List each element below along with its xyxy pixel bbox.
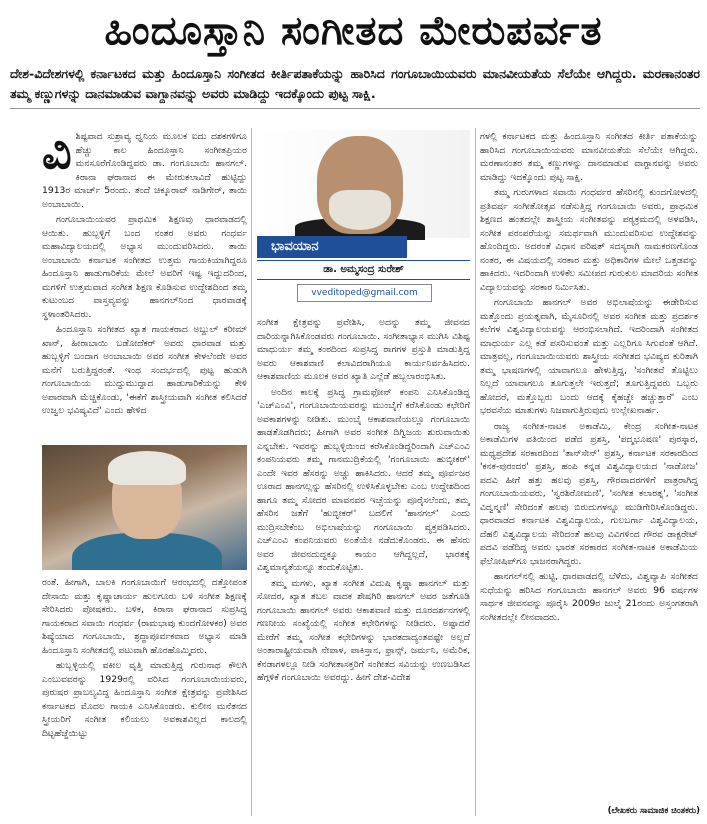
author-email[interactable]: vveditoped@gmail.com (297, 284, 432, 302)
paragraph: ಹುಬ್ಬಳ್ಳಿಯಲ್ಲಿ ವಕೀಲ ವೃತ್ತಿ ಮಾಡುತ್ತಿದ್ದ ಗುರುನಾಥ ಕೌಲಗಿ ಎಂಬುವವರನ್ನು 1929ರಲ್ಲಿ ವರಿಸಿದ ಗಂಗೂಬಾಯಿಯವರು, ಪುರುಷರ ಪ್ರಾಬಲ್ಯವಿದ್ದ ಹಿಂದೂಸ್ತಾನಿ ಸಂಗೀತ ಕ್ಷೇತ್ರವನ್ನು ಪ್ರವೇಶಿಸಿದ ಕರ್ನಾಟಕದ ಮೊದಲ ಗಾಯಕಿ ಎನಿಸಿಕೊಂಡರು. ಕುಲೀನ ಮನೆತನದ ಸ್ತ್ರೀಯರಿಗೆ ಸಂಗೀತ ಕಲಿಯಲು ಅವಕಾಶವಿಲ್ಲದ ಕಾಲದಲ್ಲಿ ದಿಟ್ಟಹೆಜ್ಜೆಯಿಟ್ಟು (42, 660, 247, 739)
paragraph: ಗಳಲ್ಲಿ ಕರ್ನಾಟಕದ ಮತ್ತು ಹಿಂದೂಸ್ತಾನಿ ಸಂಗೀತದ ಕೀರ್ತಿ ಪತಾಕೆಯನ್ನು ಹಾರಿಸಿದ ಗಂಗೂಬಾಯಿಯವರು ಮಾನವೀಯತೆಯ ಸೆಲೆಯೇ ಆಗಿದ್ದರು. ಮರಣಾನಂತರ ತಮ್ಮ ಕಣ್ಣುಗಳನ್ನು ದಾನಮಾಡುವ ವಾಗ್ದಾನವನ್ನು ಅವರು ಮಾಡಿದ್ದು ಇದಕ್ಕೊಂದು ಪುಟ್ಟ ಸಾಕ್ಷಿ. (480, 131, 698, 183)
article-column-2 (257, 316, 470, 814)
paragraph: ರಂತೆ. ಹೀಗಾಗಿ, ಬಾಲಕಿ ಗಂಗೂಬಾಯಿಗೆ ಆರಂಭದಲ್ಲಿ ದತ್ತೋಪಂತ ದೇಸಾಯಿ ಮತ್ತು ಕೃಷ್ಣಾಚಾರ್ಯ ಹುಲಗೂರು ಬಳಿ ಸಂಗೀತ ಶಿಕ್ಷಣಕ್ಕೆ ಸೇರಿಸಿದರು ಪೋಷಕರು. ಬಳಿಕ, ಕಿರಾನಾ ಘರಾನಾದ ಸುಪ್ರಸಿದ್ಧ ಗಾಯಕರಾದ ಸವಾಯಿ ಗಂಧರ್ವ (ರಾಮಭಾವು ಕುಂದಗೋಳಕರ) ಅವರ ಶಿಷ್ಯೆಯಾದ ಗಂಗೂಬಾಯಿ, ಶ್ರದ್ಧಾಪೂರ್ವಕವಾದ ಅಭ್ಯಾಸ ಮಾಡಿ ಹಿಂದೂಸ್ತಾನಿ ಸಂಗೀತದಲ್ಲಿ ಪಟುವಾಗಿ ಹೊರಹೊಮ್ಮಿದರು. (42, 577, 247, 656)
column-divider (251, 128, 252, 816)
author-photo-beard (329, 190, 391, 230)
paragraph: ತಮ್ಮ ಗುರುಗಳಾದ ಸವಾಯಿ ಗಂಧರ್ವರ ಹೆಸರಿನಲ್ಲಿ ಕುಂದಗೋಳದಲ್ಲಿ ಪ್ರತಿವರ್ಷ ಸಂಗೀತೋತ್ಸವ ನಡೆಸುತ್ತಿದ್ದ ಗಂಗೂಬಾಯಿ ಅವರು, ಪ್ರಾಥಮಿಕ ಶಿಕ್ಷಣದ ಹಂತದಲ್ಲೇ ಶಾಸ್ತ್ರೀಯ ಸಂಗೀತವನ್ನು ಪಠ್ಯಕ್ರಮದಲ್ಲಿ ಅಳವಡಿಸಿ, ಸಂಗೀತ ಪರಂಪರೆಯನ್ನು ಸಮರ್ಥವಾಗಿ ಮುಂದುವರಿಸುವ ಉದ್ದೇಶವನ್ನು ಹೊಂದಿದ್ದರು. ಅದರಂತೆ ವಿಧಾನ ಪರಿಷತ್ ಸದಸ್ಯರಾಗಿ ನಾಮಕರಣಗೊಂಡ ನಂತರ, ಈ ವಿಷಯದಲ್ಲಿ ಸರಕಾರ ಮತ್ತು ಅಧಿಕಾರಿಗಳ ಮೇಲೆ ಒತ್ತಡವನ್ನು ಹಾಕಿದರು. ಇದರಿಂದಾಗಿ ಉಳಿಕೆಲ ಸಮೀಪದ ಗುರುಕುಲ ಮಾದರಿಯ ಸಂಗೀತ ವಿದ್ಯಾಲಯವನ್ನು ಸರಕಾರ ನಿರ್ಮಿಸಿತು. (480, 187, 698, 293)
author-photo (257, 130, 470, 238)
article-column-1-top (42, 130, 247, 438)
headline: ಹಿಂದೂಸ್ತಾನಿ ಸಂಗೀತದ ಮೇರುಪರ್ವತ (104, 8, 603, 54)
author-name: ಡಾ. ಅಮ್ಮಸಂದ್ರ ಸುರೇಶ್ (257, 260, 470, 280)
paragraph: ತಮ್ಮ ಮಗಳು, ಖ್ಯಾತ ಸಂಗೀತ ವಿದುಷಿ ಕೃಷ್ಣಾ ಹಾನಗಲ್ ಮತ್ತು ಸೋದರ, ಖ್ಯಾತ ತಬಲ ವಾದಕ ಶೇಷಗಿರಿ ಹಾನಗಲ್ ಅವರ ಜತೆಗೂಡಿ ಗಂಗೂಬಾಯಿ ಹಾನಗಲ್ ಅವರು ಆಕಾಶವಾಣಿ ಮತ್ತು ದೂರದರ್ಶನಗಳಲ್ಲಿ ಗಣನೀಯ ಸಂಖ್ಯೆಯಲ್ಲಿ ಸಂಗೀತ ಕಛೇರಿಗಳನ್ನು ನೀಡಿದರು. ಅಷ್ಟಾದರೆ ಮೇರೆಗೆ ತಮ್ಮ ಸಂಗೀತ ಕಛೇರಿಗಳನ್ನು ಭಾರತದಾದ್ಯಂತವಷ್ಟೇ ಅಲ್ಲದೆ ಅಂತಾರಾಷ್ಟ್ರೀಯವಾಗಿ ನೇಪಾಳ, ಪಾಕಿಸ್ತಾನ, ಫ್ರಾನ್ಸ್, ಜರ್ಮನಿ, ಅಮೆರಿಕ, ಕೆನಡಾಗಳಲ್ಲೂ ನೀಡಿ ಸಂಗೀತಾಸಕ್ತರಿಗೆ ಸಂಗೀತದ ಸವಿಯನ್ನು ಉಣಬಡಿಸಿದ ಹೆಗ್ಗಳಿಕೆ ಗಂಗೂಬಾಯಿ ಅವರದ್ದು. ಹೀಗೆ ದೇಶ-ವಿದೇಶ (257, 577, 470, 683)
photo-gangubai (42, 445, 247, 570)
paragraph: ಸಂಗೀತ ಕ್ಷೇತ್ರವನ್ನು ಪ್ರವೇಶಿಸಿ, ಅದನ್ನು ತಮ್ಮ ಜೀವನದ ದಾರಿಯನ್ನಾಗಿಸಿಕೊಂಡವರು ಗಂಗೂಬಾಯಿ. ಸಂಗೀತಾಭ್ಯಾಸ ಮುಗಿಸಿ ವಿಶಿಷ್ಟ ಮಾಧುರ್ಯ ತಮ್ಮ ಕಂಠದಿಂದ ಸುಪ್ರಸಿದ್ಧ ರಾಗಗಳ ಪ್ರಸ್ತುತಿ ಮಾಡುತ್ತಿದ್ದ ಅವರು ಆಕಾಶವಾಣಿ ಕಲಾವಿದರಾಗಿಯೂ ಕಾರ್ಯನಿರ್ವಹಿಸಿದರು. ಆಕಾಶವಾಣಿಯ ಮೂಲಕ ಅವರ ಖ್ಯಾತಿ ಎಲ್ಲೆಡೆ ಹಬ್ಬಲಾರಂಭಿಸಿತು. (257, 317, 470, 382)
paragraph: ಅಂದಿನ ಕಾಲಕ್ಕೆ ಪ್ರಸಿದ್ಧ ಗ್ರಾಮಫೋನ್ ಕಂಪನಿ ಎನಿಸಿಕೊಂಡಿದ್ದ 'ಎಚ್‌ಎಂವಿ', ಗಂಗೂಬಾಯಿಯವರನ್ನು ಮುಂಬೈಗೆ ಕರೆಸಿಕೊಂಡು ಕಛೇರಿಗೆ ಅವಕಾಶಗಳನ್ನು ನೀಡಿತು. ಮುಂಬೈ ಆಕಾಶವಾಣಿಯಲ್ಲೂ ಗಂಗೂಬಾಯಿ ಹಾಡತೊಡಗಿದರು; ಹೀಗಾಗಿ ಅವರ ಸಂಗೀತ ದಿಗ್ವಿಜಯ ಶುರುವಾಯಿತು ಎನ್ನಬೇಕು. ಇವರನ್ನು ಹುಬ್ಬಳ್ಳಿಯಿಂದ ಕರೆಸಿಕೊಂಡಿದ್ದರಿಂದಾಗಿ ಎಚ್‌ಎಂವಿ ಕಂಪನಿಯವರು ತಮ್ಮ ಗಾನಮುದ್ರಿಕೆಯಲ್ಲಿ 'ಗಂಗೂಬಾಯಿ ಹುಬ್ಳೀಕರ್' ಎಂದೇ ಇವರ ಹೆಸರನ್ನು ಅಚ್ಚು ಹಾಕಿಸಿದರು. ಆದರೆ ತಮ್ಮ ಪೂರ್ವಜರ ಊರಾದ ಹಾನಗಲ್ಲನ್ನು ಹೆಸರಿನಲ್ಲಿ ಉಳಿಸಿಕೊಳ್ಳಬೇಕು ಎಂಬ ಉದ್ದೇಶದಿಂದ ಹಾಗೂ ತಮ್ಮ ಸೋದರ ಮಾವನವರ ಇಚ್ಛೆಯನ್ನು ಪೂರೈಸಲೆಂದು, ತಮ್ಮ ಹೆಸರಿನ ಜತೆಗೆ 'ಹುಬ್ಳೀಕರ್' ಬದಲಿಗೆ 'ಹಾನಗಲ್' ಎಂದು ಮುದ್ರಿಸಬೇಕೆಂಬ ಅಭಿಲಾಷೆಯನ್ನು ಗಂಗೂಬಾಯಿ ವ್ಯಕ್ತಪಡಿಸಿದರು. ಎಚ್‌ಎಂವಿ ಕಂಪನಿಯವರು ಅಂತೆಯೇ ನಡೆದುಕೊಂಡರು. ಈ ಹೆಸರು ಅವರ ಜೀವನದುದ್ದಕ್ಕೂ ಕಾಯಂ ಆಗಿದ್ದಲ್ಲದೆ, ಭಾರತಕ್ಕೆ ವಿಶ್ವಮಾನ್ಯತೆಯನ್ನೂ ತಂದುಕೊಟ್ಟಿತು. (257, 386, 470, 573)
paragraph: ಹಾನಗಲ್‌ನಲ್ಲಿ ಹುಟ್ಟಿ, ಧಾರವಾಡದಲ್ಲಿ ಬೆಳೆದು, ವಿಶ್ವವ್ಯಾಪಿ ಸಂಗೀತದ ಸುಧೆಯನ್ನು ಹರಿಸಿದ ಗಂಗೂಬಾಯಿ ಹಾನಗಲ್ ಅವರು 96 ವರ್ಷಗಳ ಸಾರ್ಥಕ ಜೀವನವನ್ನು ಪೂರೈಸಿ 2009ರ ಜುಲೈ 21ರಂದು ಅಸ್ತಂಗತರಾಗಿ ಸಂಗೀತದಲ್ಲೇ ಲೀನವಾದರು. (480, 571, 698, 623)
paragraph: ಶಿಷ್ಟವಾದ ಸುಶ್ರಾವ್ಯ ಧ್ವನಿಯ ಮೂಲಕ ಐದು ದಶಕಗಳಿಗೂ ಹೆಚ್ಚು ಕಾಲ ಹಿಂದೂಸ್ತಾನಿ ಸಂಗೀತಪ್ರಿಯರ ಮನಸೂರೆಗೊಂಡಿದ್ದವರು ಡಾ. ಗಂಗೂಬಾಯಿ ಹಾನಗಲ್. ಕಿರಾನಾ ಘರಾನಾದ ಈ ಮೇರುಕಲಾವಿದೆ ಹುಟ್ಟಿದ್ದು 1913ರ ಮಾರ್ಚ್ 5ರಂದು. ತಂದೆ ಚಿಕ್ಕೂರಾವ್ ನಾಡಿಗೇರ್, ತಾಯಿ ಅಂಬಾಬಾಯಿ. (42, 131, 247, 210)
deck: ದೇಶ-ವಿದೇಶಗಳಲ್ಲಿ ಕರ್ನಾಟಕದ ಮತ್ತು ಹಿಂದೂಸ್ತಾನಿ ಸಂಗೀತದ ಕೀರ್ತಿಪತಾಕೆಯನ್ನು ಹಾರಿಸಿದ ಗಂಗೂಬಾಯಿಯವರು ಮಾನವೀಯತೆಯ ಸೆಲೆಯೇ ಆಗಿದ್ದರು. ಮರಣಾನಂತರ ತಮ್ಮ ಕಣ್ಣುಗಳನ್ನು ದಾನಮಾಡುವ ವಾಗ್ದಾನವನ್ನು ಅವರು ಮಾಡಿದ್ದು ಇದಕ್ಕೊಂದು ಪುಟ್ಟ ಸಾಕ್ಷಿ. (10, 64, 700, 109)
dropcap: ವಿ (42, 130, 72, 179)
article-column-1-bottom (42, 576, 247, 814)
article-column-3 (480, 130, 698, 802)
column-divider (475, 128, 476, 816)
paragraph: ಹಿಂದೂಸ್ತಾನಿ ಸಂಗೀತದ ಖ್ಯಾತ ಗಾಯಕರಾದ ಅಬ್ದುಲ್ ಕರೀಮ್ ಖಾನ್, ಹೀರಾಬಾಯಿ ಬಡೋದೆಕರ್ ಅವರು ಧಾರವಾಡ ಮತ್ತು ಹುಬ್ಬಳ್ಳಿಗೆ ಬಂದಾಗ ಅಂಬಾಬಾಯಿ ಅವರ ಸಂಗೀತ ಕೇಳಲೆಂದೇ ಅವರ ಮನೆಗೆ ಬರುತ್ತಿದ್ದರಂತೆ. ಇಂಥ ಸಂದರ್ಭದಲ್ಲಿ ಪುಟ್ಟ ಹುಡುಗಿ ಗಂಗೂಬಾಯಿಯ ಮುದ್ದುಮುದ್ದಾದ ಹಾಡುಗಾರಿಕೆಯನ್ನು ಕೇಳಿ ಅಪಾರವಾಗಿ ಮೆಚ್ಚಿಕೊಂಡು, 'ಈಕೆಗೆ ಶಾಸ್ತ್ರೀಯವಾಗಿ ಸಂಗೀತ ಕಲಿಸಿದರೆ ಉಜ್ವಲ ಭವಿಷ್ಯವಿದೆ' ಎಂದು ಹೇಳಿದ (42, 324, 247, 416)
paragraph: ಗಂಗೂಬಾಯಿ ಹಾನಗಲ್ ಅವರ ಅಭಿಲಾಷೆಯನ್ನು ಈಡೇರಿಸುವ ಮತ್ತೊಂದು ಪ್ರಯತ್ನವಾಗಿ, ಮೈಸೂರಿನಲ್ಲಿ ಅವರ ಸಂಗೀತ ಮತ್ತು ಪ್ರದರ್ಶಕ ಕಲೆಗಳ ವಿಶ್ವವಿದ್ಯಾಲಯವನ್ನು ಆರಂಭಿಸಲಾಗಿದೆ. ಇದರಿಂದಾಗಿ ಸಂಗೀತದ ಮಾಧುರ್ಯ ಎಲ್ಲ ಕಡೆ ಪಸರಿಸುವಂತೆ ಮತ್ತು ಎಲ್ಲರಿಗೂ ಸಿಗುವಂತೆ ಆಗಿದೆ. ಮಾತ್ರವಲ್ಲ, ಗಂಗೂಬಾಯಿಯವರು ಶಾಸ್ತ್ರೀಯ ಸಂಗೀತದ ಭವಿಷ್ಯದ ಕುರಿತಾಗಿ ತಮ್ಮ ಭಾಷಣಗಳಲ್ಲಿ ಯಾವಾಗಲೂ ಹೇಳುತ್ತಿದ್ದ, 'ಸಂಗೀತವೆ ತೊಟ್ಟಿಲು ನಿಲ್ಲದೆ ಯಾವಾಗಲೂ ತೂಗುತ್ತಲೇ ಇರುತ್ತದೆ; ತೂಗುತ್ತಿದ್ದವರು ಒಬ್ಬರು ಹೋದರೆ, ಮತ್ತೊಬ್ಬರು ಬಂದು ಆದಕ್ಕೆ ಕೈಹಚ್ಚೇ ಹಚ್ಚುತ್ತಾರೆ' ಎಂಬ ಭರವಸೆಯ ಮಾತುಗಳು ನಿಜವಾಗುತ್ತಿರುವುದು ಉಲ್ಲೇಖನಾರ್ಹ. (480, 297, 698, 416)
photo-hair (108, 451, 186, 485)
paragraph: ಗಂಗೂಬಾಯಿಯವರ ಪ್ರಾಥಮಿಕ ಶಿಕ್ಷಣವು ಧಾರವಾಡದಲ್ಲಿ ಆಯಿತು. ಹುಬ್ಬಳ್ಳಿಗೆ ಬಂದ ನಂತರ ಅವರು ಗಂಧರ್ವ ಮಹಾವಿದ್ಯಾಲಯದಲ್ಲಿ ಅಭ್ಯಾಸ ಮುಂದುವರಿಸಿದರು. ತಾಯಿ ಅಂಬಾಬಾಯಿ ಕರ್ನಾಟಕ ಸಂಗೀತದ ಉತ್ತಮ ಗಾಯಕಿಯಾಗಿದ್ದರೂ ಹಿಂದೂಸ್ತಾನಿ ಹಾಡುಗಾರಿಕೆಯ ಮೇಲೆ ಅವರಿಗೆ ಇಷ್ಟ ಇದ್ದುದರಿಂದ, ಮಗಳಿಗೆ ಉತ್ತಮವಾದ ಸಂಗೀತ ಶಿಕ್ಷಣ ಕೊಡಿಸುವ ಉದ್ದೇಶದಿಂದ ತಮ್ಮ ಕುಟುಂಬದ ವಾಸ್ತವ್ಯವನ್ನು ಹಾನಗಲ್‌ನಿಂದ ಧಾರವಾಡಕ್ಕೆ ಸ್ಥಳಾಂತರಿಸಿದರು. (42, 214, 247, 320)
paragraph: ರಾಜ್ಯ ಸಂಗೀತ-ನಾಟಕ ಅಕಾಡೆಮಿ, ಕೇಂದ್ರ ಸಂಗೀತ-ನಾಟಕ ಅಕಾಡೆಮಿಗಳ ವತಿಯಿಂದ ಪಡೆದ ಪ್ರಶಸ್ತಿ, 'ಪದ್ಮಭೂಷಣ' ಪುರಸ್ಕಾರ, ಮಧ್ಯಪ್ರದೇಶ ಸರಕಾರದಿಂದ 'ತಾನ್‌ಸೇನ್' ಪ್ರಶಸ್ತಿ, ಕರ್ನಾಟಕ ಸರಕಾರದಿಂದ 'ಕನಕ-ಪುರಂದರ' ಪ್ರಶಸ್ತಿ, ಹಂಪಿ ಕನ್ನಡ ವಿಶ್ವವಿದ್ಯಾಲಯದ 'ನಾಡೋಜ' ಪದವಿ ಹೀಗೆ ಹತ್ತು ಹಲವು ಪ್ರಶಸ್ತಿ, ಗೌರವಾದರಗಳಿಗೆ ಪಾತ್ರರಾಗಿದ್ದ ಗಂಗೂಬಾಯಿಯವರು, 'ಸ್ವರಶಿರೋಮಣಿ', 'ಸಂಗೀತ ಕಲಾರತ್ನ', 'ಸಂಗೀತ ವಿದ್ವನ್ಮಣಿ' ಸೇರಿದಂತೆ ಹಲವು ಬಿರುದುಗಳನ್ನೂ ಮುಡಿಗೇರಿಸಿಕೊಂಡಿದ್ದರು. ಧಾರವಾಡದ ಕರ್ನಾಟಕ ವಿಶ್ವವಿದ್ಯಾಲಯ, ಗುಲಬರ್ಗಾ ವಿಶ್ವವಿದ್ಯಾಲಯ, ದೆಹಲಿ ವಿಶ್ವವಿದ್ಯಾಲಯ ಸೇರಿದಂತೆ ಹಲವು ವಿವಿಗಳಿಂದ ಗೌರವ ಡಾಕ್ಟರೇಟ್ ಪದವಿ ಪಡೆದಿದ್ದ ಅವರು ಭಾರತ ಸರಕಾರದ ಸಂಗೀತ-ನಾಟಕ ಅಕಾಡೆಮಿಯ ಫೆಲೋಷಿಪ್‌ಗೂ ಭಾಜನರಾಗಿದ್ದರು. (480, 420, 698, 567)
author-box (257, 130, 470, 308)
author-note: (ಲೇಖಕರು ಸಾಮಾಜಿಕ ಚಿಂತಕರು) (607, 806, 700, 816)
column-label: ಭಾವಯಾನ (257, 236, 407, 258)
